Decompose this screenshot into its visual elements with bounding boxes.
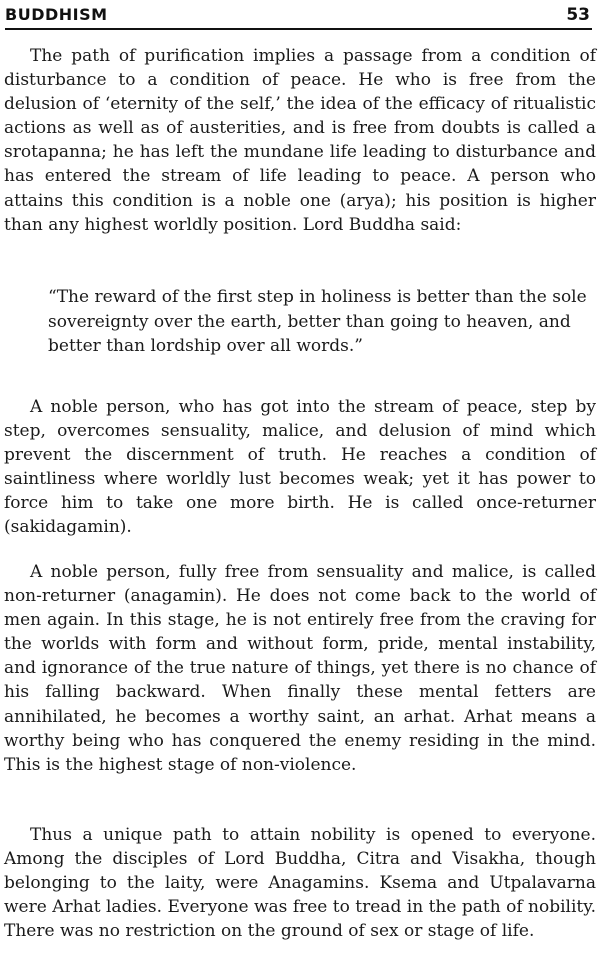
paragraph-once-returner: A noble person, who has got into the stream of peace, step by step, overcomes sensuality, malice, and delusion of mind which prevent the discernment of truth. He reaches a condition of saintliness where worldly lust becomes weak; yet it has power to force him to take one more birth. He is called once-returner (sakidagamin). <box>4 397 596 538</box>
page-number: 53 <box>566 5 590 25</box>
paragraph-srotapanna: The path of purification implies a passage from a condition of disturbance to a condition of peace. He who is free from the delusion of ‘eternity of the self,’ the idea of the efficacy of ritualistic actions as well as of austerities, and is free from doubts is called a srotapanna; he has left the mundane life leading to disturbance and has entered the stream of life leading to peace. A person who attains this condition is a noble one (arya); his position is higher than any highest worldly position. Lord Buddha said: <box>4 46 596 235</box>
paragraph-path-to-nobility: Thus a unique path to attain nobility is opened to everyone. Among the disciples of Lord Buddha, Citra and Visakha, though belonging to the laity, were Anagamins. Ksema and Utpalavarna were Arhat ladies. Everyone was free to tread in the path of nobility. There was no restriction on the ground of sex or stage of life. <box>4 825 596 942</box>
running-title: BUDDHISM <box>5 5 108 24</box>
block-quote: “The reward of the first step in holiness is better than the sole sovereignty over the earth, better than going to heaven, and better than lordship over all words.” <box>48 287 587 356</box>
paragraph-non-returner: A noble person, fully free from sensuality and malice, is called non-returner (anagamin). He does not come back to the world of men again. In this stage, he is not entirely free from the craving for the worlds with form and without form, pride, mental instability, and ignorance of the true nature of things, yet there is no chance of his falling backward. When finally these mental fetters are annihilated, he becomes a worthy saint, an arhat. Arhat means a worthy being who has conquered the enemy residing in the mind. This is the highest stage of non-violence. <box>4 562 596 775</box>
running-head <box>5 2 592 30</box>
